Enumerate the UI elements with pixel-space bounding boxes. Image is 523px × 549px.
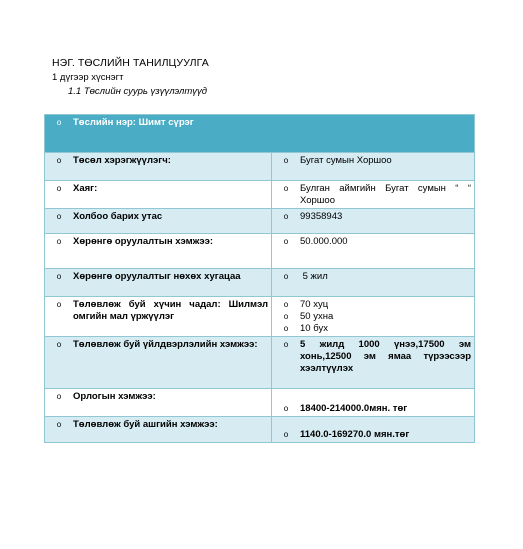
capacity-item: 70 хуц — [300, 299, 329, 310]
bullet-icon: o — [283, 324, 289, 333]
bullet-icon: o — [283, 272, 289, 281]
table-row — [45, 389, 475, 417]
row-value: 5 жил — [300, 271, 328, 282]
bullet-icon: o — [56, 300, 62, 309]
table-header-row — [45, 115, 475, 153]
bullet-icon: o — [56, 156, 62, 165]
table-row — [45, 209, 475, 234]
bullet-icon: o — [56, 392, 62, 401]
bullet-icon: o — [283, 300, 289, 309]
bullet-icon: o — [56, 420, 62, 429]
row-label: Холбоо барих утас — [73, 211, 163, 222]
bullet-icon: o — [56, 184, 62, 193]
row-value: Бугат сумын Хоршоо — [300, 155, 392, 166]
bullet-icon: o — [283, 212, 289, 221]
project-info-table — [44, 114, 475, 443]
row-label: Орлогын хэмжээ: — [73, 391, 156, 402]
row-value: 50.000.000 — [300, 236, 348, 247]
capacity-item: 10 бух — [300, 323, 328, 334]
bullet-icon: o — [56, 237, 62, 246]
row-label: Төлөвлөж буй ашгийн хэмжээ: — [73, 419, 218, 430]
row-label: Төсөл хэрэгжүүлэгч: — [73, 155, 171, 166]
row-value: Булган аймгийн Бугат сумын “ “ Хоршоо — [300, 183, 472, 206]
bullet-icon: o — [283, 312, 289, 321]
project-name: Төслийн нэр: Шимт сүрэг — [73, 117, 194, 128]
bullet-icon: o — [283, 184, 289, 193]
section-heading: НЭГ. ТӨСЛИЙН ТАНИЛЦУУЛГА — [52, 57, 209, 69]
table-row — [45, 417, 475, 443]
row-label: Хаяг: — [73, 183, 98, 194]
row-value: 5 жилд 1000 үнээ,17500 эм хонь,12500 эм ямаа түрээсээр хээлтүүлэх — [300, 339, 472, 374]
table-row — [45, 181, 475, 209]
bullet-icon: o — [283, 340, 289, 349]
bullet-icon: o — [56, 118, 62, 127]
bullet-icon: o — [56, 272, 62, 281]
bullet-icon: o — [283, 237, 289, 246]
row-label: Хөрөнгө оруулалтыг нөхөх хугацаа — [73, 271, 241, 282]
table-caption: 1 дүгээр хүснэгт — [52, 72, 124, 83]
bullet-icon: o — [56, 340, 62, 349]
bullet-icon: o — [56, 212, 62, 221]
row-value: 18400-214000.0мян. төг — [300, 403, 408, 414]
table-row — [45, 337, 475, 389]
row-label: Хөрөнгө оруулалтын хэмжээ: — [73, 236, 213, 247]
capacity-item: 50 ухна — [300, 311, 334, 322]
row-label: Төлөвлөж буй үйлдвэрлэлийн хэмжээ: — [73, 339, 258, 350]
bullet-icon: o — [283, 430, 289, 439]
table-row — [45, 269, 475, 297]
row-value: 1140.0-169270.0 мян.төг — [300, 429, 410, 440]
bullet-icon: o — [283, 156, 289, 165]
table-row — [45, 153, 475, 181]
subsection-title: 1.1 Төслийн суурь үзүүлэлтүүд — [68, 86, 208, 97]
table-row — [45, 297, 475, 337]
row-value: 99358943 — [300, 211, 343, 222]
row-label: Төлөвлөж буй хүчин чадал: Шилмэл омгийн мал үржүүлэг — [73, 299, 268, 322]
table-row — [45, 234, 475, 269]
bullet-icon: o — [283, 404, 289, 413]
